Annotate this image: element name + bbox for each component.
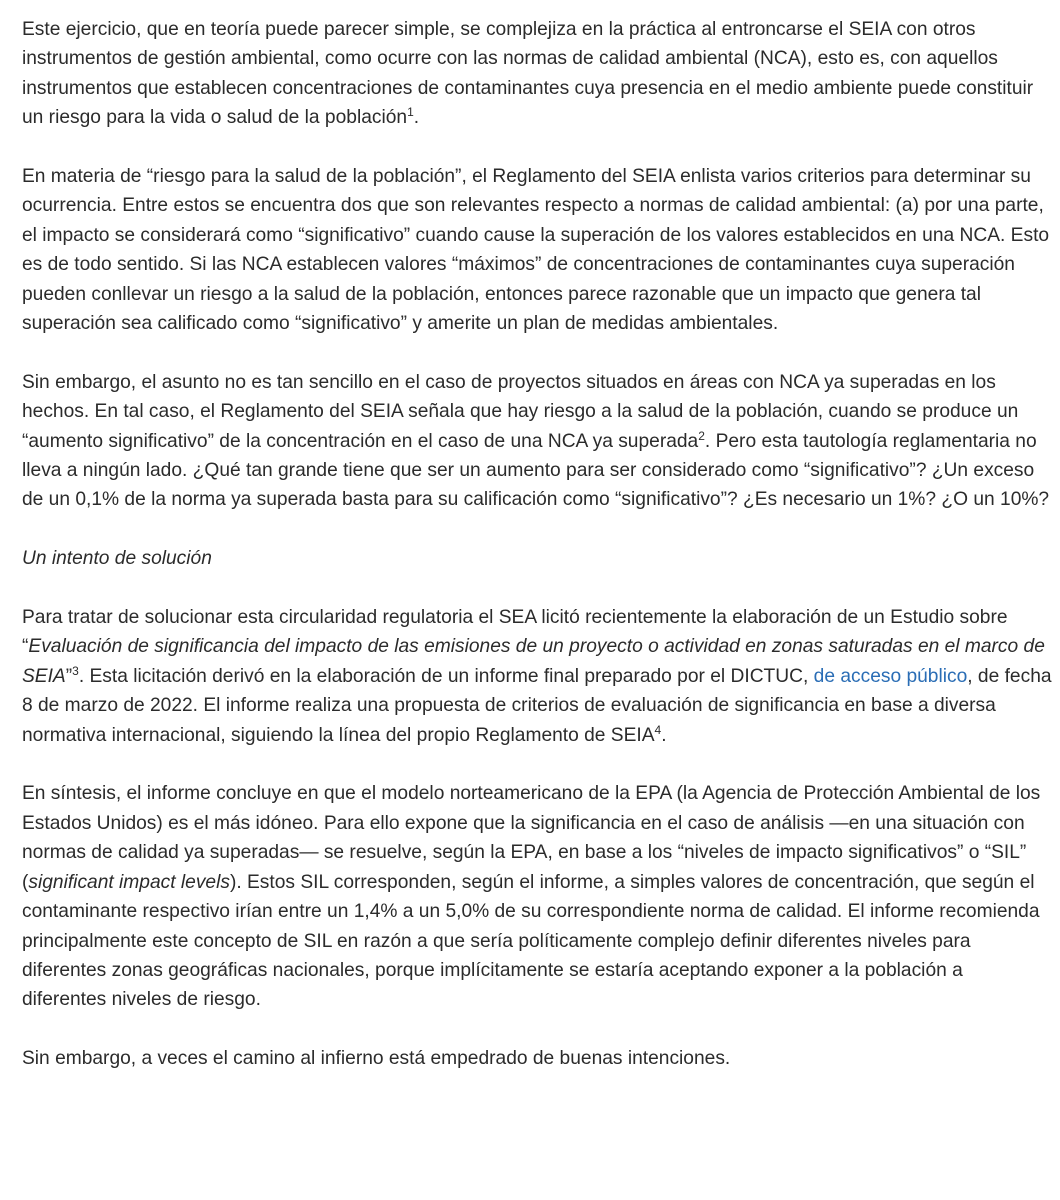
article-body: [22, 15, 1052, 1103]
paragraph-3-text: Sin embargo, el asunto no es tan sencillo en el caso de proyectos situados en áreas con NCA ya superadas en los hechos. En tal caso, el Reglamento del SEIA señala que hay riesgo a la salud de la población, cuando se produce un “aumento significativo” de la concentración en el caso de una NCA ya superada: [22, 371, 1019, 452]
paragraph-4: [22, 603, 1052, 750]
public-access-link[interactable]: de acceso público: [813, 665, 968, 687]
paragraph-5: [22, 779, 1052, 1014]
paragraph-4-text-d: , de fecha 8 de marzo de 2022. El informe realiza una propuesta de criterios de evaluación de significancia en base a diversa normativa internacional, siguiendo la línea del propio Reglamento de SEIA: [22, 665, 1052, 746]
section-heading: Un intento de solución: [22, 548, 212, 570]
footnote-ref-2[interactable]: 2: [698, 428, 705, 443]
paragraph-4-text-a: Para tratar de solucionar esta circularidad regulatoria el SEA licitó recientemente la elaboración de un Estudio sobre “: [22, 607, 1008, 658]
paragraph-1: [22, 15, 1052, 133]
paragraph-2-text: En materia de “riesgo para la salud de la población”, el Reglamento del SEIA enlista varios criterios para determinar su ocurrencia. Entre estos se encuentra dos que son relevantes respecto a normas de calidad ambiental: (a) por una parte, el impacto se considerará como “significativo” cuando cause la superación de los valores establecidos en una NCA. Esto es de todo sentido. Si las NCA establecen valores “máximos” de concentraciones de contaminantes cuya superación pueden conllevar un riesgo a la salud de la población, entonces parece razonable que un impacto que genera tal superación sea calificado como “significativo” y amerite un plan de medidas ambientales.: [22, 166, 1050, 335]
paragraph-1-tail: .: [413, 107, 420, 129]
footnote-ref-1[interactable]: 1: [407, 105, 414, 120]
paragraph-4-tail: .: [661, 724, 667, 746]
footnote-ref-4[interactable]: 4: [654, 722, 662, 737]
paragraph-6: [22, 1044, 1052, 1073]
footnote-ref-3[interactable]: 3: [72, 663, 79, 678]
paragraph-3: [22, 368, 1052, 515]
paragraph-2: [22, 162, 1052, 338]
study-title: Evaluación de significancia del impacto de las emisiones de un proyecto o actividad en zonas saturadas en el marco de SEIA: [22, 636, 1045, 687]
paragraph-4-text-c: . Esta licitación derivó en la elaboración de un informe final preparado por el DICTUC,: [78, 665, 814, 687]
paragraph-3-tail: . Pero esta tautología reglamentaria no lleva a ningún lado. ¿Qué tan grande tiene que ser un aumento para ser considerado como “significativo”? ¿Un exceso de un 0,1% de la norma ya superada basta para su calificación como “significativo”? ¿Es necesario un 1%? ¿O un 10%?: [22, 430, 1050, 511]
paragraph-1-text: Este ejercicio, que en teoría puede parecer simple, se complejiza en la práctica al entroncarse el SEIA con otros instrumentos de gestión ambiental, como ocurre con las normas de calidad ambiental (NCA), esto es, con aquellos instrumentos que establecen concentraciones de contaminantes cuya presencia en el medio ambiente puede constituir un riesgo para la vida o salud de la población: [22, 19, 1034, 129]
paragraph-5-text-a: En síntesis, el informe concluye en que el modelo norteamericano de la EPA (la Agencia de Protección Ambiental de los Estados Unidos) es el más idóneo. Para ello expone que la significancia en el caso de análisis —en una situación con normas de calidad ya superadas— se resuelve, según la EPA, en base a los “niveles de impacto significativos” o “SIL” (: [22, 783, 1041, 893]
sil-term: significant impact levels: [28, 871, 230, 893]
paragraph-5-text-b: ). Estos SIL corresponden, según el informe, a simples valores de concentración, que según el contaminante respectivo irían entre un 1,4% a un 5,0% de su correspondiente norma de calidad. El informe recomienda principalmente este concepto de SIL en razón a que sería políticamente complejo definir diferentes niveles para diferentes zonas geográficas nacionales, porque implícitamente se estaría aceptando exponer a la población a diferentes niveles de riesgo.: [22, 871, 1040, 1011]
paragraph-4-text-b: ”: [65, 665, 73, 687]
paragraph-6-text: Sin embargo, a veces el camino al infierno está empedrado de buenas intenciones.: [22, 1048, 731, 1070]
